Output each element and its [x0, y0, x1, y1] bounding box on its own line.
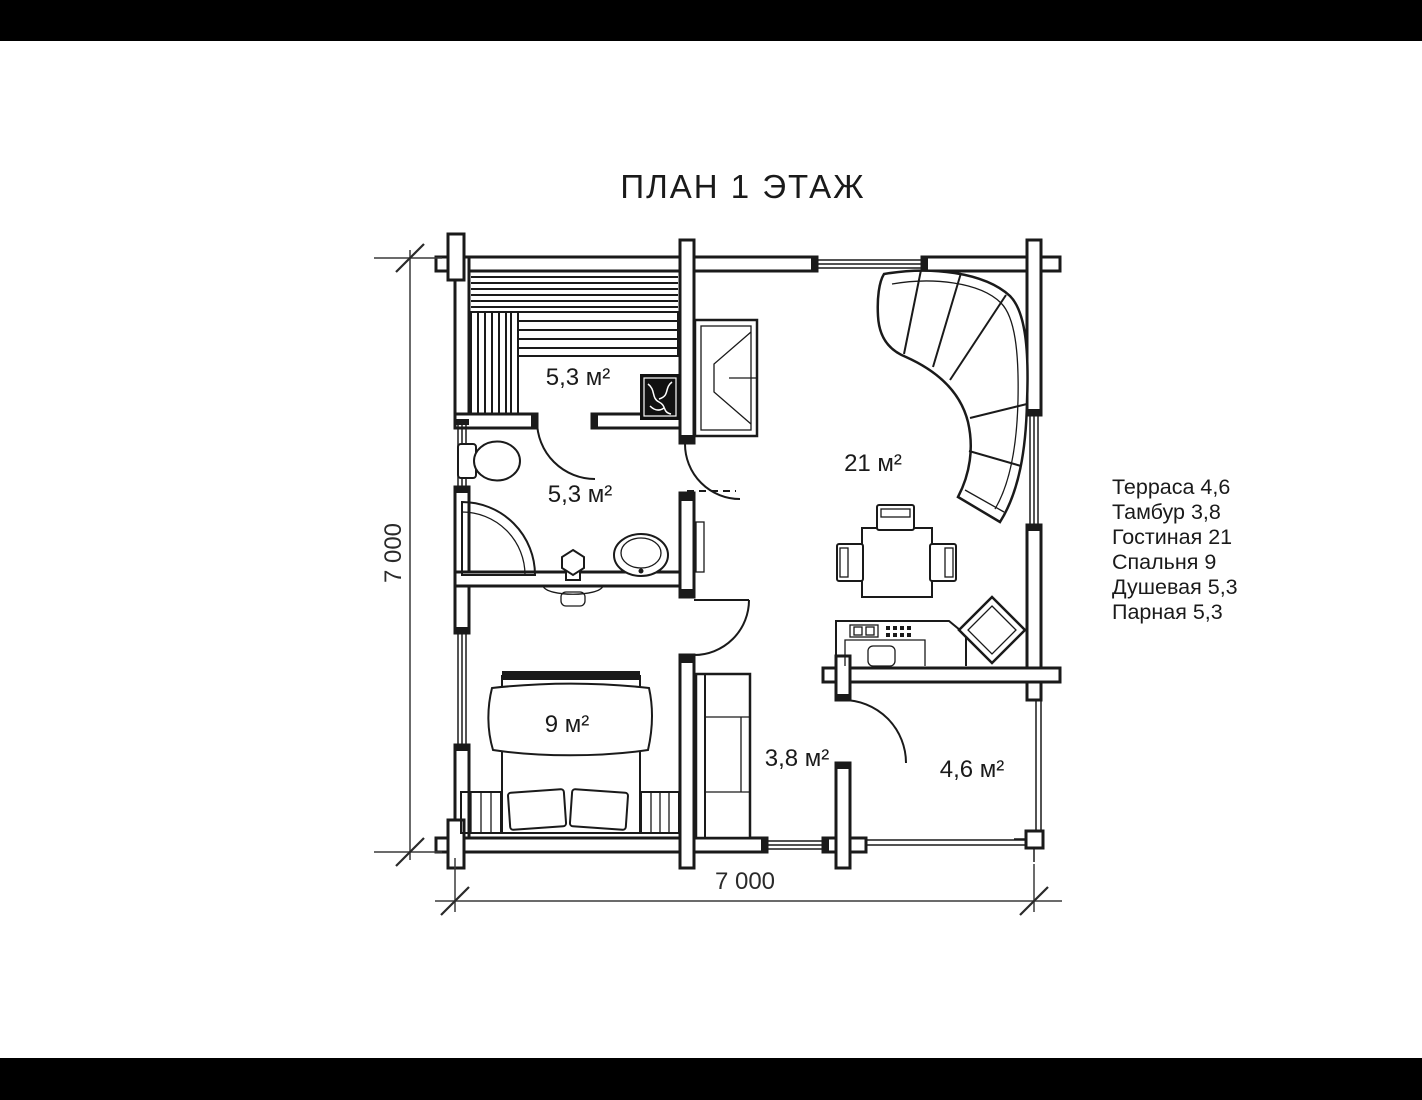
page-title: ПЛАН 1 ЭТАЖ	[620, 168, 866, 205]
room-label-bedroom: 9 м²	[544, 711, 590, 738]
shower-tray-icon	[695, 320, 757, 436]
room-label-vestibule: 3,8 м²	[764, 745, 830, 772]
wall-interior-vertical-lower	[680, 655, 694, 868]
legend-item-vestibule: Тамбур 3,8	[1112, 500, 1221, 524]
chair-top	[877, 505, 914, 530]
log-end-top-left	[448, 234, 464, 280]
dimension-label-vertical: 7 000	[380, 522, 407, 584]
chair-left	[837, 544, 863, 581]
wall-interior-vertical-upper	[680, 240, 694, 443]
terrace-post	[1026, 831, 1043, 848]
legend-item-terrace: Терраса 4,6	[1112, 475, 1231, 499]
wall-vestibule-terrace-upper	[836, 656, 850, 700]
wall-right-upper	[1027, 240, 1041, 415]
toilet-icon	[458, 442, 520, 481]
legend-item-living: Гостиная 21	[1112, 525, 1233, 549]
wall-top-left	[436, 257, 817, 271]
legend-item-shower: Душевая 5,3	[1112, 575, 1238, 599]
wall-vestibule-terrace-lower	[836, 763, 850, 868]
wall-left-upper	[455, 257, 469, 425]
room-label-living-room: 21 м²	[844, 450, 902, 477]
chair-right	[930, 544, 956, 581]
room-label-shower-room: 5,3 м²	[547, 481, 613, 508]
legend-item-bedroom: Спальня 9	[1112, 550, 1217, 574]
dimension-label-horizontal: 7 000	[714, 868, 776, 895]
wall-interior-vertical-middle	[680, 493, 694, 597]
room-label-terrace: 4,6 м²	[939, 756, 1005, 783]
sink-icon	[614, 534, 668, 576]
bed-icon	[488, 671, 652, 833]
legend-item-steam: Парная 5,3	[1112, 600, 1223, 624]
wall-living-terrace	[823, 668, 1060, 682]
wall-bottom-left	[436, 838, 767, 852]
dining-table-icon	[862, 528, 932, 597]
water-valve-icon	[562, 550, 584, 580]
wardrobe-icon	[696, 674, 750, 838]
room-label-steam-room: 5,3 м²	[545, 364, 611, 391]
sauna-stove-icon	[640, 374, 680, 420]
